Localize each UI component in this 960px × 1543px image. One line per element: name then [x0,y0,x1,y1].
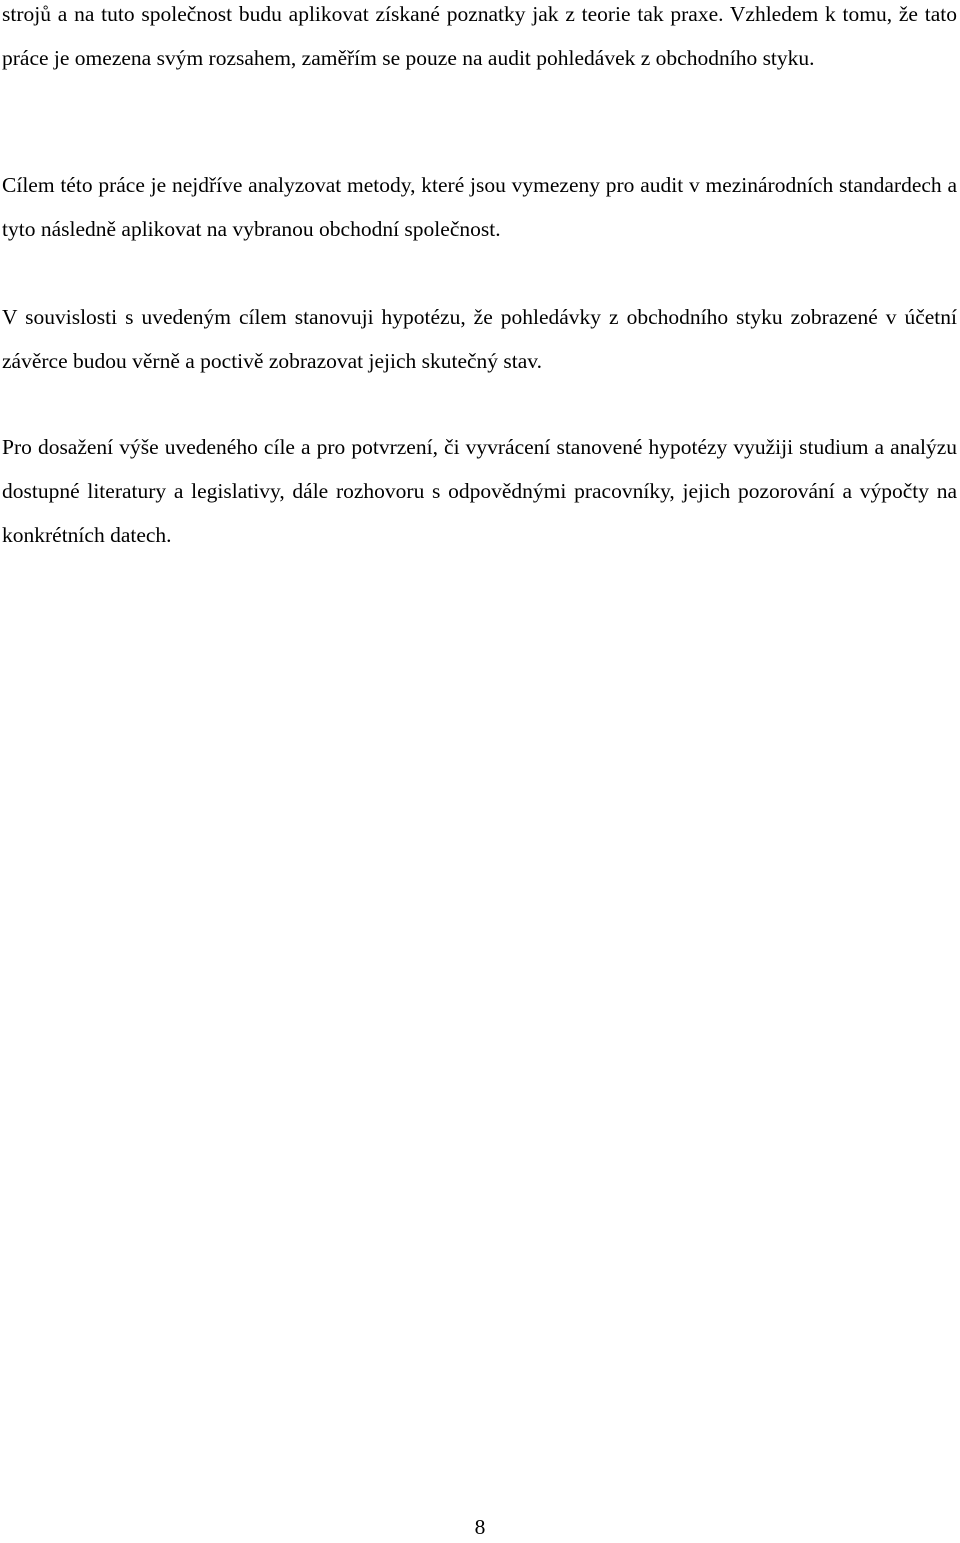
paragraph-intro-continuation: strojů a na tuto společnost budu aplikovat získané poznatky jak z teorie tak praxe. Vzhledem k tomu, že tato práce je omezena svým rozsahem, zaměřím se pouze na audit pohledávek z obchodního styku. [2,2,957,70]
paragraph-goal: Cílem této práce je nejdříve analyzovat metody, které jsou vymezeny pro audit v mezinárodních standardech a tyto následně aplikovat na vybranou obchodní společnost. [2,173,957,241]
paragraph-hypothesis: V souvislosti s uvedeným cílem stanovuji hypotézu, že pohledávky z obchodního styku zobrazené v účetní závěrce budou věrně a poctivě zobrazovat jejich skutečný stav. [2,305,957,373]
paragraph-methods: Pro dosažení výše uvedeného cíle a pro potvrzení, či vyvrácení stanovené hypotézy využiji studium a analýzu dostupné literatury a legislativy, dále rozhovoru s odpovědnými pracovníky, jejich pozorování a výpočty na konkrétních datech. [2,435,957,547]
page-number: 8 [474,1515,486,1539]
